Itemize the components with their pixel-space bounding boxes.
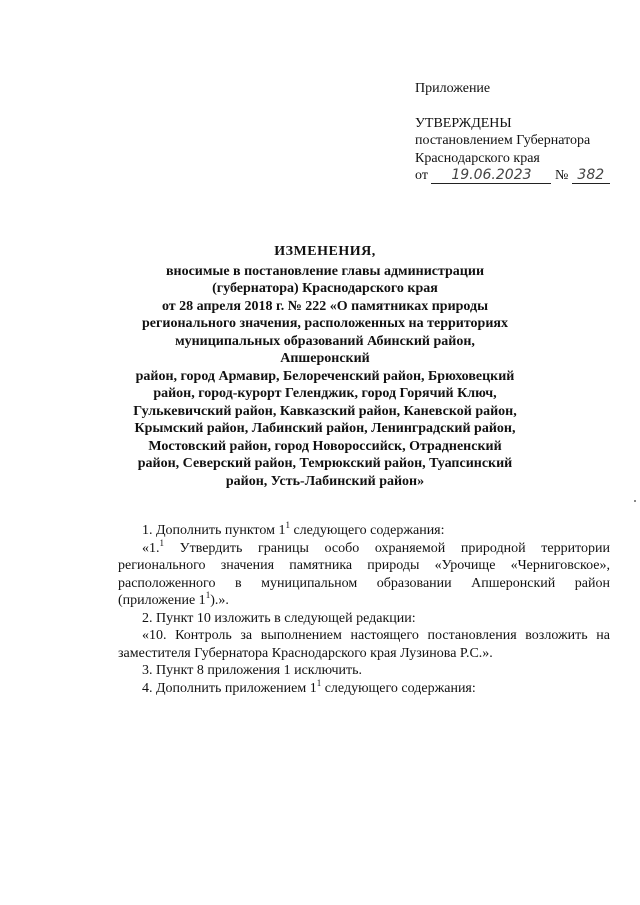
from-label: от [415,168,428,183]
document-body [118,522,610,697]
title-line: регионального значения, расположенных на территориях [142,316,508,331]
approved-region-line: Краснодарского края [415,150,540,166]
number-label: № [554,168,569,183]
title-line: район, город Армавир, Белореченский район, Брюховецкий [135,368,515,384]
title-heading: ИЗМЕНЕНИЯ, [274,244,376,259]
handwritten-date: 19.06.2023 [431,168,551,184]
title-line: Крымский район, Лабинский район, Ленинградский район, [134,421,516,436]
title-line: район, Северский район, Темрюкский район, Туапсинский [137,456,513,471]
title-line: (губернатора) Краснодарского края [212,281,438,296]
paragraph-5: 3. Пункт 8 приложения 1 исключить. [142,663,363,678]
title-line: район, Усть-Лабинский район» [225,473,425,489]
title-line: от 28 апреля 2018 г. № 222 «О памятниках природы [161,298,489,314]
title-line: Мостовский район, город Новороссийск, Отрадненский [148,438,502,454]
appendix-label: Приложение [415,81,491,96]
title-line: вносимые в постановление главы администрации [165,263,485,279]
title-line: муниципальных образований Абинский район, Апшеронский [175,333,475,366]
paragraph-4: «10. Контроль за выполнением настоящего постановления возложить на заместителя Губернатора Краснодарского края Лузинова Р.С.». [118,628,610,661]
approved-by-line: постановлением Губернатора [415,133,591,148]
scan-mark [634,500,636,502]
approval-stamp [415,80,610,185]
document-title [130,243,520,490]
title-line: Гулькевичский район, Кавказский район, Каневской район, [133,403,517,419]
handwritten-number: 382 [572,168,610,184]
paragraph-3: 2. Пункт 10 изложить в следующей редакции: [142,610,416,626]
paragraph-1: 1. Дополнить пунктом $1^1$ следующего содержания: [142,520,445,538]
approved-label: УТВЕРЖДЕНЫ [415,115,512,131]
paragraph-6: 4. Дополнить приложением $1^1$ следующего содержания: [142,677,476,696]
paragraph-2: «1.$^1$ Утвердить границы особо охраняемой природной территории регионального значения памятника природы «Урочище «Черниговское», расположенного в муниципальном образовании Апшеронский район (приложение $1^1$).». [118,537,610,608]
date-number-line [415,167,610,185]
title-line: район, город-курорт Геленджик, город Горячий Ключ, [153,386,497,401]
